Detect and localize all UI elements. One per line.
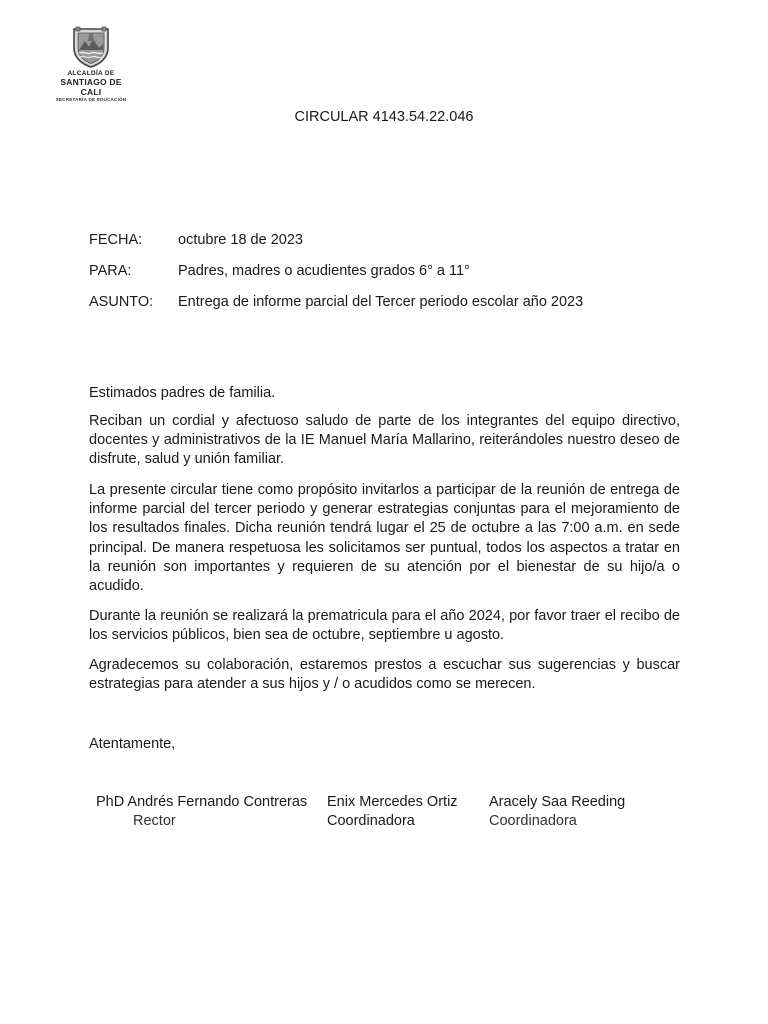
paragraph-3-text: Durante la reunión se realizará la prematricula para el año 2024, por favor traer el recibo de los servicios públicos, bien sea de octubre, septiembre u agosto.	[89, 608, 680, 644]
paragraph-2	[89, 481, 680, 596]
signature-role: Coordinadora	[327, 813, 415, 829]
paragraph-4-text: Agradecemos su colaboración, estaremos prestos a escuchar sus sugerencias y buscar estrategias para atender a sus hijos y / o acudidos como se merecen.	[89, 657, 680, 693]
signature-role: Coordinadora	[489, 813, 577, 829]
circular-title: CIRCULAR 4143.54.22.046	[294, 109, 474, 125]
greeting-text: Estimados padres de familia.	[89, 385, 276, 401]
meta-para	[89, 263, 470, 279]
paragraph-2-text: La presente circular tiene como propósito invitarlos a participar de la reunión de entrega de informe parcial del tercer periodo y generar estrategias conjuntas para el mejoramiento de los resultados finales. Dicha reunión tendrá lugar el 25 de octubre a las 7:00 a.m. en sede principal. De manera respetuosa les solicitamos ser puntual, todos los aspectos a tratar en la reunión son importantes y requieren de su atención por el bienestar de su hijo/a o acudido.	[89, 482, 680, 595]
closing-text: Atentamente,	[89, 736, 176, 752]
paragraph-4	[89, 656, 680, 694]
meta-fecha	[89, 232, 303, 248]
signature-coordinadora-1	[327, 793, 458, 831]
signature-role: Rector	[133, 813, 176, 829]
para-label: PARA:	[89, 263, 132, 279]
paragraph-1	[89, 412, 680, 470]
closing	[89, 735, 680, 754]
greeting	[89, 384, 680, 403]
asunto-value: Entrega de informe parcial del Tercer periodo escolar año 2023	[178, 294, 584, 310]
paragraph-3	[89, 607, 680, 645]
signature-coordinadora-2	[489, 793, 625, 831]
para-value: Padres, madres o acudientes grados 6° a 11°	[178, 263, 470, 279]
fecha-label: FECHA:	[89, 232, 143, 248]
logo-text-line3: SECRETARÍA DE EDUCACIÓN	[55, 97, 127, 102]
signature-name: PhD Andrés Fernando Contreras	[96, 794, 308, 810]
signature-rector	[96, 793, 307, 831]
meta-asunto	[89, 294, 583, 310]
institution-logo	[50, 26, 132, 103]
fecha-value: octubre 18 de 2023	[178, 232, 303, 248]
signature-name: Enix Mercedes Ortiz	[327, 794, 458, 810]
coat-of-arms-icon	[70, 26, 112, 68]
logo-text-line2: SANTIAGO DE CALI	[60, 77, 122, 97]
signature-name: Aracely Saa Reeding	[489, 794, 626, 810]
logo-text-line1: ALCALDÍA DE	[67, 70, 115, 77]
asunto-label: ASUNTO:	[89, 294, 154, 310]
paragraph-1-text: Reciban un cordial y afectuoso saludo de parte de los integrantes del equipo directivo, docentes y administrativos de la IE Manuel María Mallarino, reiterándoles nuestro deseo de disfrute, salud y unión familiar.	[89, 413, 680, 468]
